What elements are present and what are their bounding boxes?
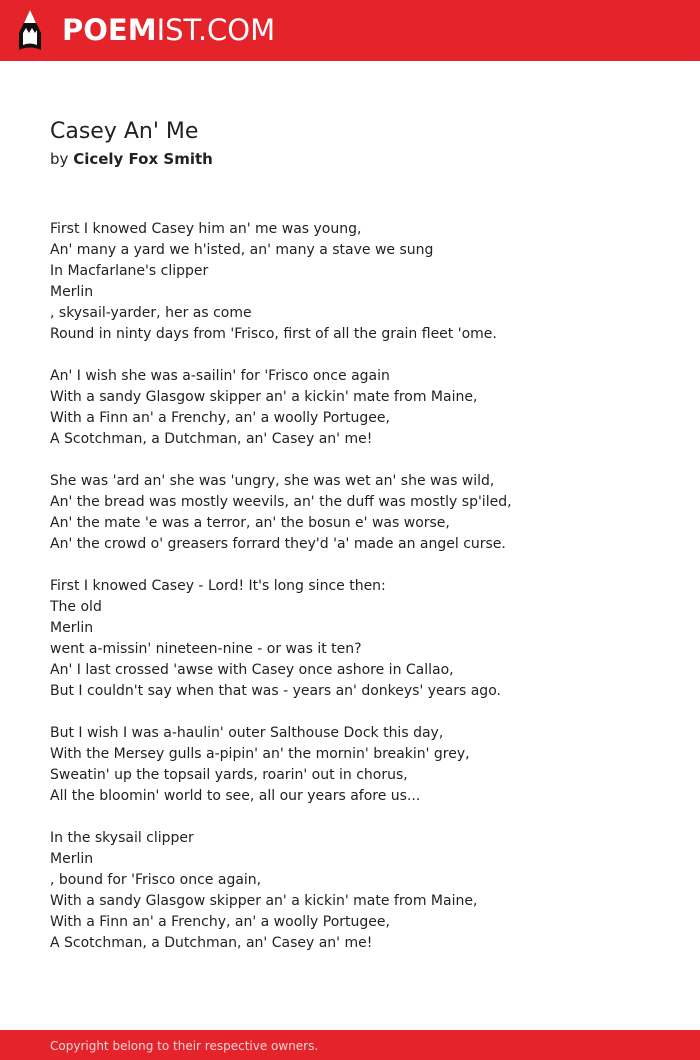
poem-line: , skysail-yarder, her as come xyxy=(50,305,252,321)
poem-line: Merlin xyxy=(50,620,94,636)
brand-light-text: IST.COM xyxy=(156,13,276,47)
poem-line: An' the crowd o' greasers forrard they'd 'a' made an angel curse. xyxy=(50,536,506,552)
poem-line: , bound for 'Frisco once again, xyxy=(50,872,262,888)
site-footer xyxy=(0,1030,700,1060)
brand-bold-text: POEM xyxy=(62,13,157,47)
stanza-break xyxy=(50,555,670,576)
poem-line: An' I last crossed 'awse with Casey once ashore in Callao, xyxy=(50,662,454,678)
poem-line: With a sandy Glasgow skipper an' a kickin' mate from Maine, xyxy=(50,893,478,909)
poem-body xyxy=(50,219,670,954)
poem-line: Merlin xyxy=(50,284,94,300)
poem-title: Casey An' Me xyxy=(50,119,199,144)
copyright-text: Copyright belong to their respective owners. xyxy=(50,1039,319,1053)
poem-line: All the bloomin' world to see, all our years afore us... xyxy=(50,788,421,804)
poem-line: In Macfarlane's clipper xyxy=(50,263,209,279)
poem-line: A Scotchman, a Dutchman, an' Casey an' me! xyxy=(50,935,373,951)
poem-line: The old xyxy=(50,599,102,615)
poem-line: First I knowed Casey him an' me was young, xyxy=(50,221,362,237)
poem-line: Merlin xyxy=(50,851,94,867)
stanza-break xyxy=(50,702,670,723)
poem-line: An' the mate 'e was a terror, an' the bosun e' was worse, xyxy=(50,515,450,531)
stanza-break xyxy=(50,450,670,471)
poem-line: But I couldn't say when that was - years an' donkeys' years ago. xyxy=(50,683,501,699)
site-header xyxy=(0,0,700,61)
poem-line: An' the bread was mostly weevils, an' the duff was mostly sp'iled, xyxy=(50,494,512,510)
poem-line: went a-missin' nineteen-nine - or was it ten? xyxy=(50,641,362,657)
author-name: Cicely Fox Smith xyxy=(73,150,213,168)
poem-line: An' I wish she was a-sailin' for 'Frisco once again xyxy=(50,368,390,384)
poem-line: Sweatin' up the topsail yards, roarin' out in chorus, xyxy=(50,767,408,783)
poem-line: With a Finn an' a Frenchy, an' a woolly Portugee, xyxy=(50,410,390,426)
poem-line: In the skysail clipper xyxy=(50,830,194,846)
stanza-break xyxy=(50,807,670,828)
by-label: by xyxy=(50,150,69,168)
stanza-break xyxy=(50,345,670,366)
poem-line: An' many a yard we h'isted, an' many a stave we sung xyxy=(50,242,434,258)
poem-line: Round in ninty days from 'Frisco, first of all the grain fleet 'ome. xyxy=(50,326,497,342)
byline xyxy=(50,148,213,170)
poem-line: First I knowed Casey - Lord! It's long since then: xyxy=(50,578,386,594)
poem-line: With a Finn an' a Frenchy, an' a woolly Portugee, xyxy=(50,914,390,930)
poem-line: She was 'ard an' she was 'ungry, she was wet an' she was wild, xyxy=(50,473,495,489)
site-logo-text[interactable] xyxy=(62,11,275,49)
poem-line: With the Mersey gulls a-pipin' an' the mornin' breakin' grey, xyxy=(50,746,470,762)
pencil-tip-icon[interactable] xyxy=(17,9,43,52)
poem-line: With a sandy Glasgow skipper an' a kickin' mate from Maine, xyxy=(50,389,478,405)
poem-line: A Scotchman, a Dutchman, an' Casey an' me! xyxy=(50,431,373,447)
poem-line: But I wish I was a-haulin' outer Salthouse Dock this day, xyxy=(50,725,444,741)
